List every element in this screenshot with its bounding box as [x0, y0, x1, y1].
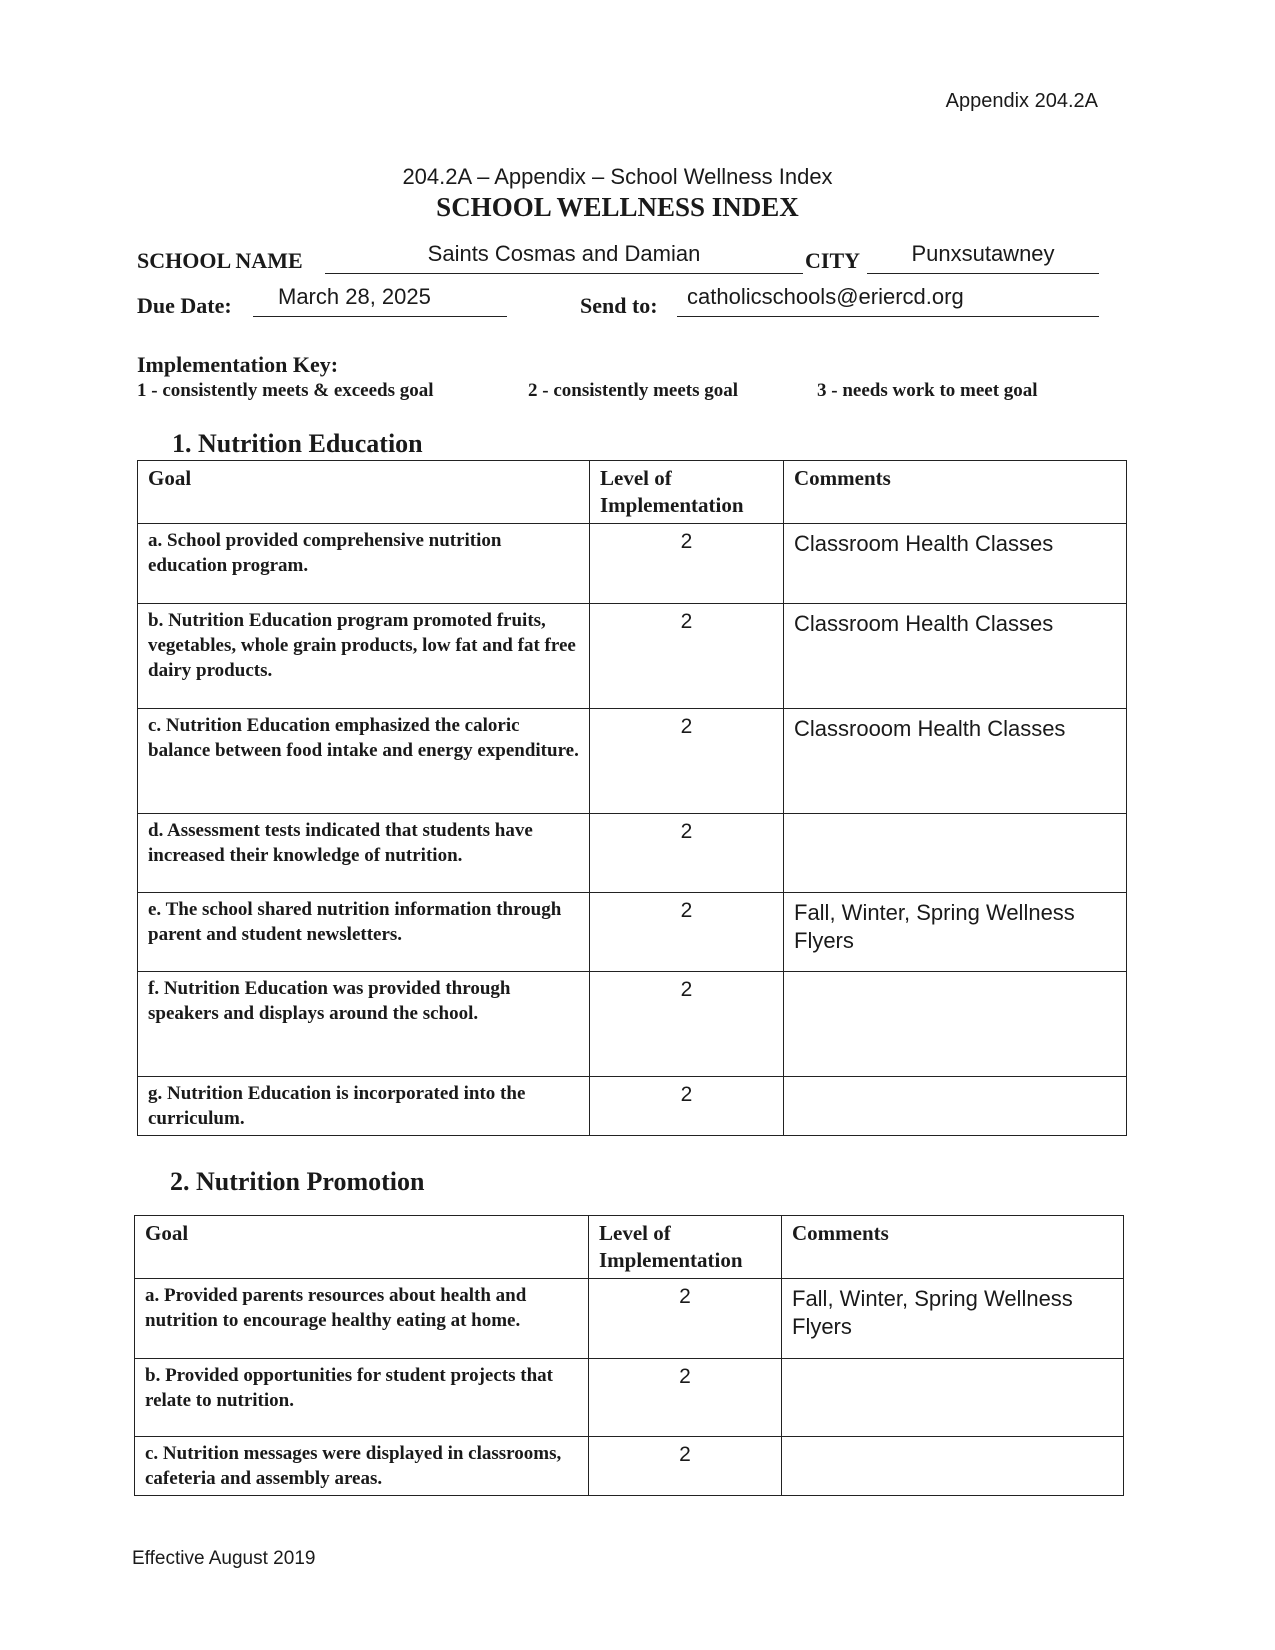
send-to-value: catholicschools@eriercd.org: [687, 284, 964, 309]
column-header-level: Level of Implementation: [590, 461, 784, 524]
table-row: [135, 1359, 1124, 1437]
footer-effective-date: Effective August 2019: [132, 1548, 316, 1569]
table-row: [138, 893, 1127, 972]
level-cell: 2: [590, 972, 784, 1077]
column-header-comments: Comments: [784, 461, 1127, 524]
comment-cell: [782, 1437, 1124, 1496]
school-name-value: Saints Cosmas and Damian: [427, 241, 701, 266]
city-label: CITY: [805, 248, 861, 273]
level-cell: 2: [590, 1077, 784, 1136]
due-date-label: Due Date:: [137, 293, 232, 318]
comment-cell: Classroom Health Classes: [784, 604, 1127, 709]
city-value: Punxsutawney: [911, 241, 1055, 266]
comment-cell: Fall, Winter, Spring Wellness Flyers: [782, 1279, 1124, 1359]
goal-cell: d. Assessment tests indicated that students have increased their knowledge of nutrition.: [138, 814, 590, 893]
comment-cell: Fall, Winter, Spring Wellness Flyers: [784, 893, 1127, 972]
section-heading-nutrition-education: 1. Nutrition Education: [172, 429, 423, 458]
table-row: [138, 814, 1127, 893]
level-cell: 2: [590, 524, 784, 604]
key-item-3: 3 - needs work to meet goal: [817, 380, 1038, 401]
send-to-field[interactable]: [677, 282, 1099, 317]
table-row: [135, 1279, 1124, 1359]
due-date-field[interactable]: [253, 282, 507, 317]
table-row: [138, 604, 1127, 709]
table-row: [138, 1077, 1127, 1136]
document-subtitle: 204.2A – Appendix – School Wellness Index: [402, 164, 833, 189]
key-item-1: 1 - consistently meets & exceeds goal: [137, 380, 434, 401]
comment-cell: Classroom Health Classes: [784, 524, 1127, 604]
level-cell: 2: [589, 1437, 782, 1496]
document-title: SCHOOL WELLNESS INDEX: [436, 192, 799, 222]
level-cell: 2: [590, 814, 784, 893]
school-name-field[interactable]: [325, 240, 803, 274]
level-cell: 2: [590, 604, 784, 709]
comment-cell: [784, 1077, 1127, 1136]
goal-cell: a. School provided comprehensive nutrition education program.: [138, 524, 590, 604]
table-row: [135, 1437, 1124, 1496]
goal-cell: b. Nutrition Education program promoted fruits, vegetables, whole grain products, low fat and fat free dairy products.: [138, 604, 590, 709]
goal-cell: a. Provided parents resources about health and nutrition to encourage healthy eating at home.: [135, 1279, 589, 1359]
appendix-label: Appendix 204.2A: [945, 90, 1098, 112]
comment-cell: Classrooom Health Classes: [784, 709, 1127, 814]
level-cell: 2: [589, 1279, 782, 1359]
table-row: [138, 972, 1127, 1077]
section-heading-nutrition-promotion: 2. Nutrition Promotion: [170, 1167, 425, 1196]
comment-cell: [784, 814, 1127, 893]
comment-cell: [782, 1359, 1124, 1437]
comment-cell: [784, 972, 1127, 1077]
implementation-key-title: Implementation Key:: [137, 352, 339, 377]
goal-cell: e. The school shared nutrition information through parent and student newsletters.: [138, 893, 590, 972]
level-cell: 2: [590, 709, 784, 814]
table-row: [138, 524, 1127, 604]
level-cell: 2: [590, 893, 784, 972]
goal-cell: c. Nutrition Education emphasized the caloric balance between food intake and energy expenditure.: [138, 709, 590, 814]
key-item-2: 2 - consistently meets goal: [528, 380, 739, 401]
due-date-value: March 28, 2025: [278, 284, 431, 309]
column-header-goal: Goal: [138, 461, 590, 524]
goal-cell: c. Nutrition messages were displayed in classrooms, cafeteria and assembly areas.: [135, 1437, 589, 1496]
goal-cell: f. Nutrition Education was provided through speakers and displays around the school.: [138, 972, 590, 1077]
goal-cell: b. Provided opportunities for student projects that relate to nutrition.: [135, 1359, 589, 1437]
goal-cell: g. Nutrition Education is incorporated into the curriculum.: [138, 1077, 590, 1136]
column-header-goal: Goal: [135, 1216, 589, 1279]
city-field[interactable]: [867, 240, 1099, 274]
school-name-label: SCHOOL NAME: [137, 248, 303, 273]
nutrition-education-table: [137, 460, 1127, 1136]
send-to-label: Send to:: [580, 293, 658, 318]
column-header-level: Level of Implementation: [589, 1216, 782, 1279]
nutrition-promotion-table: [134, 1215, 1124, 1496]
column-header-comments: Comments: [782, 1216, 1124, 1279]
level-cell: 2: [589, 1359, 782, 1437]
table-row: [138, 709, 1127, 814]
